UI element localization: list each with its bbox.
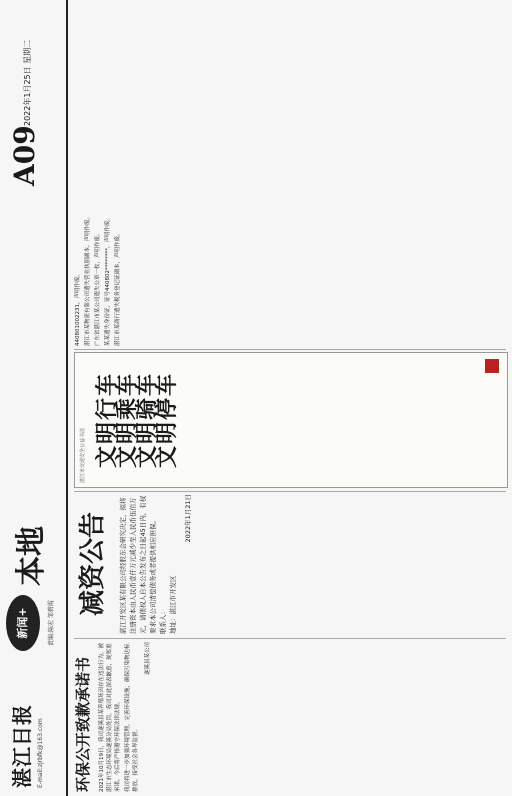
- article-paragraph: 我司将进一步加强环境管理，完善环保设施，确保污染物达标排放，接受社会各界监督。: [125, 643, 139, 792]
- header-rule: [66, 0, 68, 796]
- lost-notice: 广东省湛江市某公司遗失公章一枚，声明作废。: [95, 230, 101, 346]
- column-divider: [74, 638, 506, 639]
- capital-reduction-notice: [74, 494, 506, 634]
- seal-stamp: [485, 359, 499, 373]
- page-header: [0, 0, 68, 796]
- column-divider: [74, 491, 506, 492]
- notice-body: 湛江开发区某有限公司经股东会研究决定，拟将注册资本由人民币壹仟万元减少至人民币伍佰万元，请债权人自本公告发布之日起45日内，有权要求本公司清偿债务或者提供相应担保。: [119, 495, 157, 634]
- calligraphy-line: 文明骑车: [134, 372, 160, 469]
- editors-line: 责编:陈宏 邹碧霞: [48, 600, 55, 646]
- calligraphy-caption: 湛江市交通安全公益书法: [80, 427, 86, 483]
- masthead-logo: 湛江日报: [10, 704, 34, 788]
- calligraphy-image: [74, 352, 508, 488]
- article-title: 环保公开致歉承诺书: [74, 656, 92, 792]
- apology-article: [74, 642, 506, 792]
- lost-notice: 湛江市某商行遗失税务登记证副本，声明作废。: [115, 230, 121, 346]
- article-signature: 遂溪县某公司: [145, 642, 151, 676]
- masthead: [6, 658, 44, 788]
- lost-notice: 湛江市某物流有限公司遗失营业执照副本，声明作废。: [85, 213, 91, 346]
- section-badge: 新闻+: [6, 595, 40, 651]
- calligraphy-line: 文明停车: [154, 372, 180, 469]
- issue-date: 2022年1月25日 星期二: [23, 39, 32, 126]
- column-divider: [74, 349, 506, 350]
- lost-notice: 某某遗失身份证，证号440802********，声明作废。: [105, 215, 111, 346]
- notice-signature: 2022年1月21日: [184, 494, 192, 543]
- lost-notices-column: [74, 6, 506, 346]
- notice-title: 减资公告: [78, 512, 108, 617]
- section-title: 本地: [14, 526, 49, 586]
- notice-contact: 联系人：: [159, 608, 167, 634]
- notice-address: 地址：湛江市开发区: [169, 575, 177, 634]
- calligraphy-line: 文明乘车: [114, 372, 140, 469]
- page-number: A09: [8, 125, 41, 186]
- article-paragraph: 2021年10月19日，我司遂溪县某养殖场因存在违法行为，被湛江市生态环境局遂溪分局处罚。我司对此深表歉意，现郑重承诺，今后将严格遵守环保法律法规。: [99, 643, 121, 792]
- calligraphy-line: 文明行车: [94, 372, 120, 469]
- lost-notice: 440801002231，声明作废。: [75, 271, 81, 346]
- masthead-email: E-mail:zjrbfk@163.com: [37, 718, 44, 788]
